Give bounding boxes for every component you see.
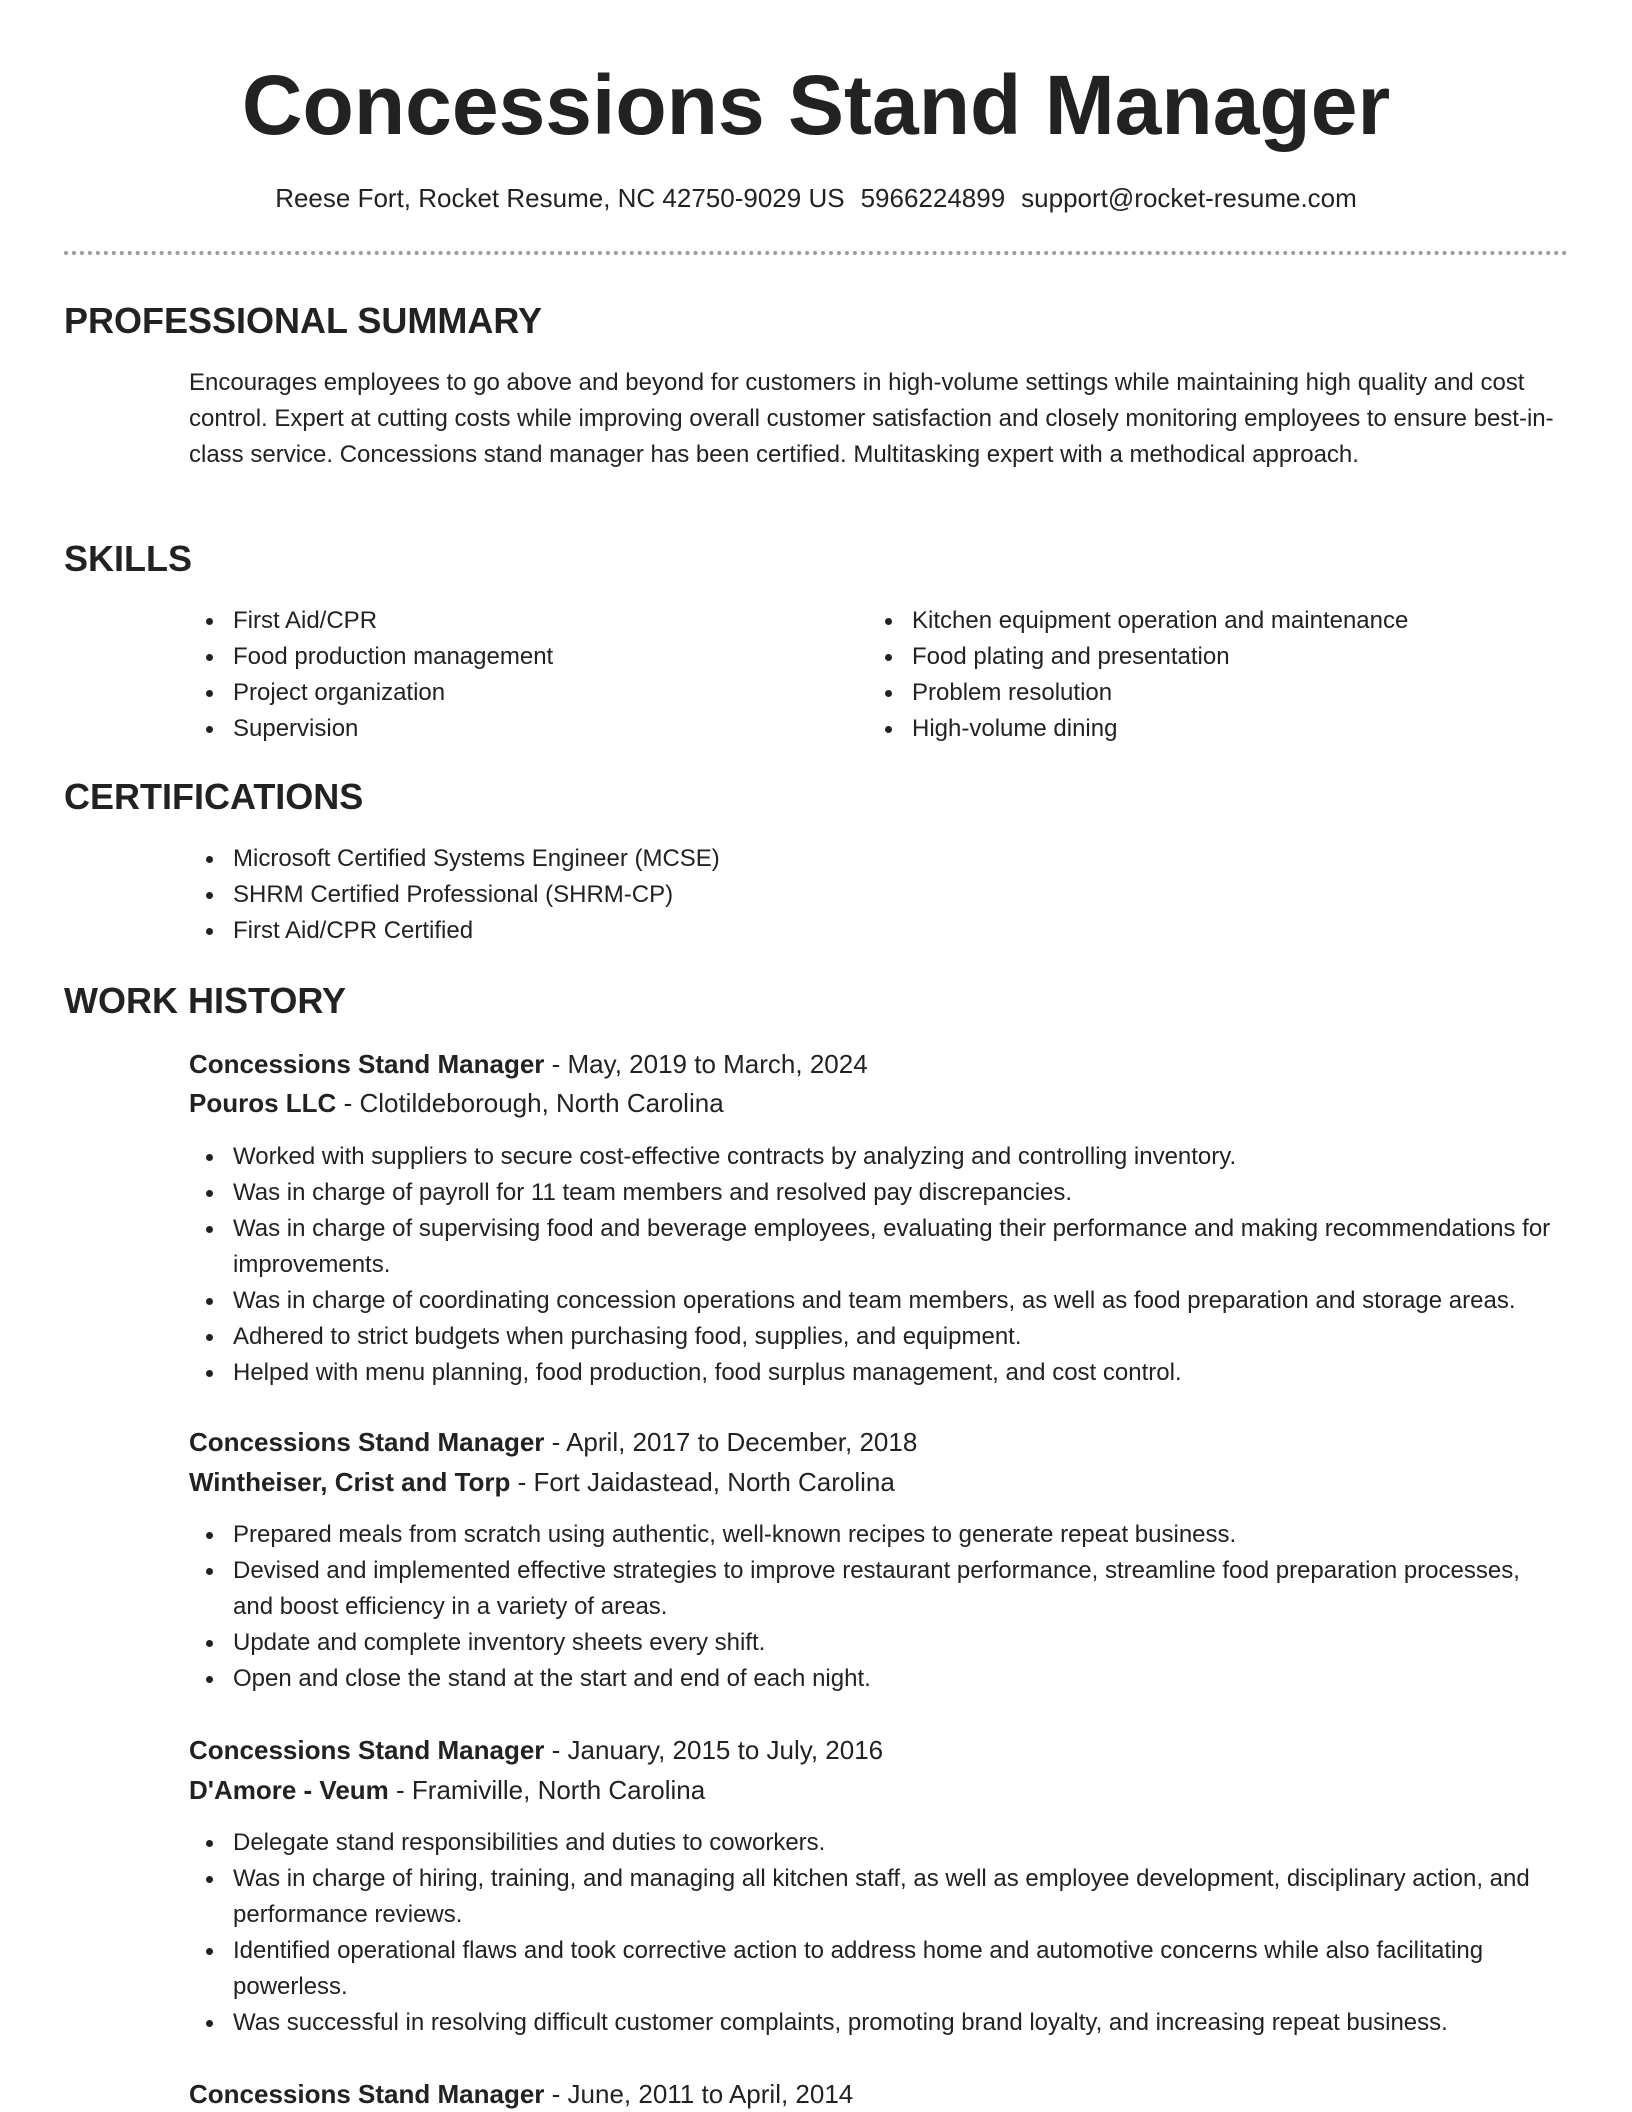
section-title-summary: PROFESSIONAL SUMMARY: [64, 300, 543, 341]
list-item: SHRM Certified Professional (SHRM-CP): [189, 877, 1564, 913]
job-title-line: [189, 1046, 868, 1082]
list-item: Update and complete inventory sheets every shift.: [189, 1625, 1564, 1661]
list-item: Problem resolution: [868, 675, 1568, 711]
job-company: Pouros LLC: [189, 1088, 337, 1118]
job-company: D'Amore - Veum: [189, 1775, 389, 1805]
contact-line: [0, 180, 1632, 216]
list-item: Food production management: [189, 639, 829, 675]
job-location: - Clotildeborough, North Carolina: [336, 1088, 724, 1118]
job-company-line: [189, 1772, 705, 1808]
list-item: High-volume dining: [868, 711, 1568, 747]
list-item: Open and close the stand at the start and end of each night.: [189, 1661, 1564, 1697]
job-bullets: [189, 1517, 1564, 1697]
list-item: Was in charge of hiring, training, and managing all kitchen staff, as well as employee development, disciplinary action, and performance reviews.: [189, 1861, 1564, 1933]
list-item: Was in charge of payroll for 11 team members and resolved pay discrepancies.: [189, 1175, 1564, 1211]
section-title-work-history: WORK HISTORY: [64, 980, 347, 1021]
phone: 5966224899: [860, 183, 1006, 213]
email: support@rocket-resume.com: [1021, 183, 1357, 213]
job-title-line: [189, 1732, 883, 1768]
candidate-name: Concessions Stand Manager: [241, 58, 1391, 152]
list-item: Adhered to strict budgets when purchasing food, supplies, and equipment.: [189, 1319, 1564, 1355]
list-item: Devised and implemented effective strategies to improve restaurant performance, streamline food preparation processes, and boost efficiency in a variety of areas.: [189, 1553, 1564, 1625]
list-item: Was successful in resolving difficult customer complaints, promoting brand loyalty, and increasing repeat business.: [189, 2005, 1564, 2041]
job-company-line: [189, 1464, 895, 1500]
list-item: Supervision: [189, 711, 829, 747]
section-title-certifications: CERTIFICATIONS: [64, 776, 364, 817]
list-item: Identified operational flaws and took corrective action to address home and automotive concerns while also facilitating powerless.: [189, 1933, 1564, 2005]
job-company-line: [189, 1085, 724, 1121]
list-item: First Aid/CPR: [189, 603, 829, 639]
list-item: First Aid/CPR Certified: [189, 913, 1564, 949]
job-role: Concessions Stand Manager: [189, 1049, 545, 1079]
job-role: Concessions Stand Manager: [189, 2079, 545, 2109]
list-item: Helped with menu planning, food production, food surplus management, and cost control.: [189, 1355, 1564, 1391]
certifications-list: [189, 841, 1564, 949]
header-divider: [64, 251, 1568, 255]
list-item: Project organization: [189, 675, 829, 711]
job-bullets: [189, 1825, 1564, 2041]
job-role: Concessions Stand Manager: [189, 1735, 545, 1765]
section-title-skills: SKILLS: [64, 538, 193, 579]
list-item: Kitchen equipment operation and maintenance: [868, 603, 1568, 639]
job-dates: - January, 2015 to July, 2016: [544, 1735, 884, 1765]
job-location: - Fort Jaidastead, North Carolina: [510, 1467, 895, 1497]
job-dates: - May, 2019 to March, 2024: [544, 1049, 868, 1079]
job-title-line: [189, 1424, 917, 1460]
list-item: Worked with suppliers to secure cost-effective contracts by analyzing and controlling inventory.: [189, 1139, 1564, 1175]
list-item: Was in charge of coordinating concession operations and team members, as well as food preparation and storage areas.: [189, 1283, 1564, 1319]
list-item: Delegate stand responsibilities and duties to coworkers.: [189, 1825, 1564, 1861]
job-title-line: [189, 2076, 853, 2112]
job-dates: - April, 2017 to December, 2018: [544, 1427, 918, 1457]
list-item: Food plating and presentation: [868, 639, 1568, 675]
job-bullets: [189, 1139, 1564, 1391]
address: Reese Fort, Rocket Resume, NC 42750-9029 US: [275, 183, 845, 213]
job-role: Concessions Stand Manager: [189, 1427, 545, 1457]
summary-text: Encourages employees to go above and beyond for customers in high-volume settings while maintaining high quality and cost control. Expert at cutting costs while improving overall customer satisfaction and closely monitoring employees to ensure best-in-class service. Concessions stand manager has been certified. Multitasking expert with a methodical approach.: [189, 369, 1554, 468]
job-company: Wintheiser, Crist and Torp: [189, 1467, 511, 1497]
list-item: Was in charge of supervising food and beverage employees, evaluating their performance and making recommendations for improvements.: [189, 1211, 1564, 1283]
job-dates: - June, 2011 to April, 2014: [544, 2079, 854, 2109]
list-item: Microsoft Certified Systems Engineer (MCSE): [189, 841, 1564, 877]
list-item: Prepared meals from scratch using authentic, well-known recipes to generate repeat business.: [189, 1517, 1564, 1553]
skills-list-right: [868, 603, 1568, 747]
skills-list-left: [189, 603, 829, 747]
job-location: - Framiville, North Carolina: [388, 1775, 706, 1805]
